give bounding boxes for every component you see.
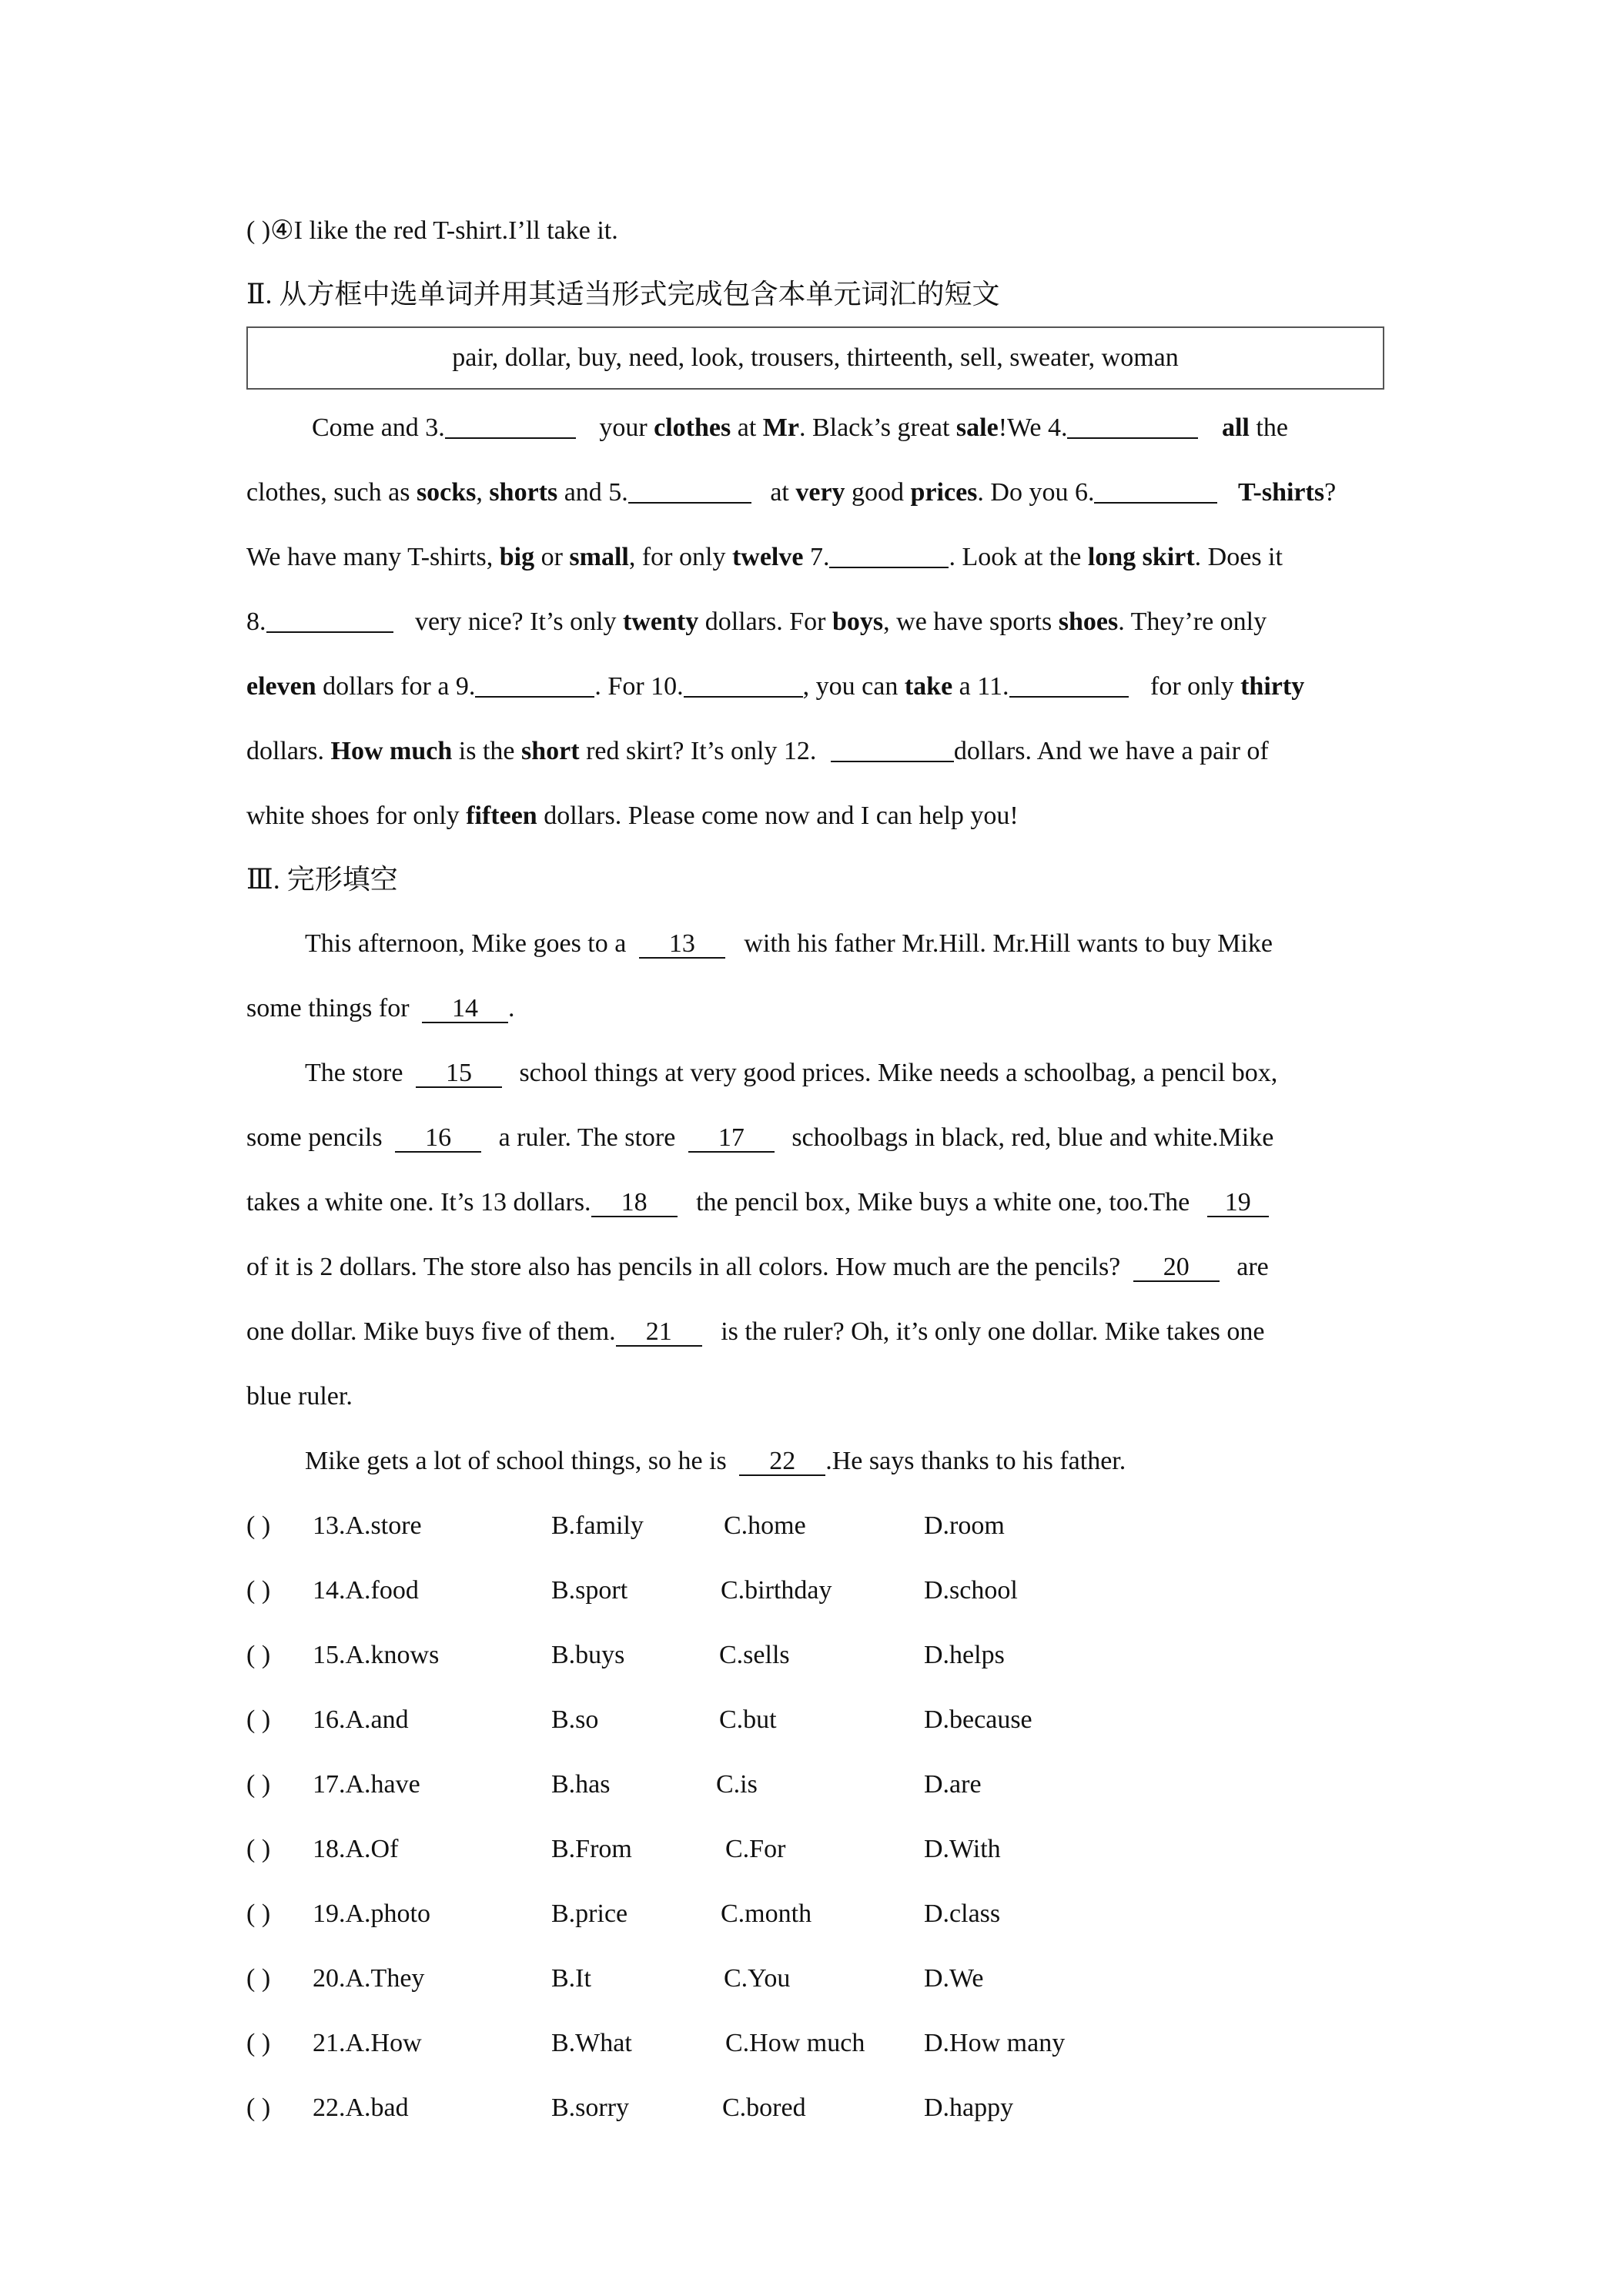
option-b[interactable]: B.price — [551, 1899, 628, 1928]
word-box-text: pair, dollar, buy, need, look, trousers, thirteenth, sell, sweater, woman — [452, 343, 1179, 372]
blank-10[interactable] — [684, 673, 803, 698]
option-c[interactable]: C.birthday — [721, 1576, 832, 1605]
answer-paren[interactable]: ( ) — [246, 1641, 271, 1669]
option-b[interactable]: B.so — [551, 1705, 599, 1734]
section2-title: Ⅱ. 从方框中选单词并用其适当形式完成包含本单元词汇的短文 — [246, 279, 1000, 310]
option-a[interactable]: 13.A.store — [313, 1511, 422, 1540]
cloze-blank-16[interactable]: 16 — [395, 1125, 481, 1153]
blank-12[interactable] — [831, 738, 954, 762]
option-b[interactable]: B.sorry — [551, 2094, 630, 2122]
option-a[interactable]: 14.A.food — [313, 1576, 419, 1605]
blank-4[interactable] — [1067, 414, 1198, 439]
cloze-blank-18[interactable]: 18 — [591, 1190, 678, 1217]
answer-paren[interactable]: ( ) — [246, 1705, 271, 1734]
passage2-line-4: 8. very nice? It’s only twenty dollars. For boys, we have sports shoes. They’re only — [246, 607, 1267, 636]
option-d[interactable]: D.helps — [924, 1641, 1005, 1669]
option-c[interactable]: C.month — [721, 1899, 812, 1928]
blank-11[interactable] — [1009, 673, 1129, 698]
answer-paren[interactable]: ( ) — [246, 1899, 271, 1928]
passage3-line-2: some things for 14 . — [246, 994, 515, 1022]
option-c[interactable]: C.home — [724, 1511, 806, 1540]
cloze-blank-15[interactable]: 15 — [416, 1060, 502, 1088]
answer-paren[interactable]: ( ) — [246, 1576, 271, 1605]
passage3-line-5: takes a white one. It’s 13 dollars. 18 the pencil box, Mike buys a white one, too.The 19 — [246, 1187, 1394, 1218]
cloze-blank-14[interactable]: 14 — [422, 996, 508, 1023]
passage2-line-1: Come and 3. your clothes at Mr. Black’s great sale!We 4. all the — [312, 413, 1288, 442]
answer-paren[interactable]: ( ) — [246, 1511, 271, 1540]
option-c[interactable]: C.is — [716, 1770, 758, 1799]
option-c[interactable]: C.How much — [725, 2029, 865, 2057]
blank-7[interactable] — [829, 544, 949, 568]
passage2-line-2: clothes, such as socks, shorts and 5. at very good prices. Do you 6. T-shirts? — [246, 478, 1337, 507]
option-b[interactable]: B.What — [551, 2029, 632, 2057]
option-a[interactable]: 17.A.have — [313, 1770, 420, 1799]
option-c[interactable]: C.For — [725, 1835, 786, 1863]
option-c[interactable]: C.bored — [722, 2094, 806, 2122]
answer-paren[interactable]: ( ) — [246, 1835, 271, 1863]
passage2-line-5: eleven dollars for a 9. . For 10. , you can take a 11. for only thirty — [246, 672, 1305, 701]
option-d[interactable]: D.How many — [924, 2029, 1066, 2057]
passage3-line-6: of it is 2 dollars. The store also has pencils in all colors. How much are the pencils? 20 are — [246, 1253, 1269, 1281]
cloze-blank-19[interactable]: 19 — [1207, 1190, 1269, 1217]
passage3-line-1: This afternoon, Mike goes to a 13 with his father Mr.Hill. Mr.Hill wants to buy Mike — [305, 929, 1273, 958]
blank-8[interactable] — [266, 608, 393, 633]
word-box — [246, 326, 1384, 390]
option-a[interactable]: 20.A.They — [313, 1964, 425, 1993]
option-d[interactable]: D.room — [924, 1511, 1005, 1540]
option-d[interactable]: D.school — [924, 1576, 1018, 1605]
option-d[interactable]: D.class — [924, 1899, 1001, 1928]
passage3-line-4: some pencils 16 a ruler. The store 17 schoolbags in black, red, blue and white.Mike — [246, 1123, 1274, 1152]
option-b[interactable]: B.family — [551, 1511, 644, 1540]
blank-3[interactable] — [445, 414, 576, 439]
option-a[interactable]: 15.A.knows — [313, 1641, 440, 1669]
passage3-line-3: The store 15 school things at very good prices. Mike needs a schoolbag, a pencil box, — [305, 1059, 1278, 1087]
cloze-blank-20[interactable]: 20 — [1133, 1254, 1220, 1282]
previous-item: ( )④I like the red T-shirt.I’ll take it. — [246, 216, 618, 245]
option-d[interactable]: D.With — [924, 1835, 1001, 1863]
passage3-line-7: one dollar. Mike buys five of them. 21 is the ruler? Oh, it’s only one dollar. Mike takes one — [246, 1317, 1265, 1346]
passage2-line-7: white shoes for only fifteen dollars. Please come now and I can help you! — [246, 802, 1019, 830]
cloze-blank-17[interactable]: 17 — [688, 1125, 775, 1153]
option-a[interactable]: 18.A.Of — [313, 1835, 399, 1863]
blank-9[interactable] — [475, 673, 594, 698]
answer-paren[interactable]: ( ) — [246, 1964, 271, 1993]
option-b[interactable]: B.has — [551, 1770, 611, 1799]
answer-paren[interactable]: ( ) — [246, 1770, 271, 1799]
option-b[interactable]: B.sport — [551, 1576, 628, 1605]
option-b[interactable]: B.It — [551, 1964, 591, 1993]
blank-6[interactable] — [1094, 479, 1217, 504]
cloze-blank-13[interactable]: 13 — [639, 931, 725, 959]
option-c[interactable]: C.You — [724, 1964, 791, 1993]
blank-5[interactable] — [628, 479, 751, 504]
section3-title: Ⅲ. 完形填空 — [246, 864, 398, 895]
option-a[interactable]: 19.A.photo — [313, 1899, 430, 1928]
option-a[interactable]: 21.A.How — [313, 2029, 422, 2057]
option-c[interactable]: C.but — [719, 1705, 777, 1734]
option-d[interactable]: D.happy — [924, 2094, 1014, 2122]
option-b[interactable]: B.From — [551, 1835, 632, 1863]
answer-paren[interactable]: ( ) — [246, 2094, 271, 2122]
passage3-line-9: Mike gets a lot of school things, so he is 22 .He says thanks to his father. — [305, 1447, 1126, 1475]
cloze-blank-22[interactable]: 22 — [739, 1448, 825, 1476]
passage3-line-8: blue ruler. — [246, 1382, 353, 1411]
answer-paren[interactable]: ( ) — [246, 2029, 271, 2057]
option-a[interactable]: 22.A.bad — [313, 2094, 409, 2122]
option-b[interactable]: B.buys — [551, 1641, 625, 1669]
option-a[interactable]: 16.A.and — [313, 1705, 409, 1734]
option-d[interactable]: D.because — [924, 1705, 1032, 1734]
passage2-line-6: dollars. How much is the short red skirt? It’s only 12. dollars. And we have a pair of — [246, 737, 1269, 765]
option-c[interactable]: C.sells — [719, 1641, 790, 1669]
option-d[interactable]: D.We — [924, 1964, 984, 1993]
option-d[interactable]: D.are — [924, 1770, 982, 1799]
passage2-line-3: We have many T-shirts, big or small, for only twelve 7. . Look at the long skirt. Does it — [246, 543, 1283, 571]
cloze-blank-21[interactable]: 21 — [616, 1319, 702, 1347]
